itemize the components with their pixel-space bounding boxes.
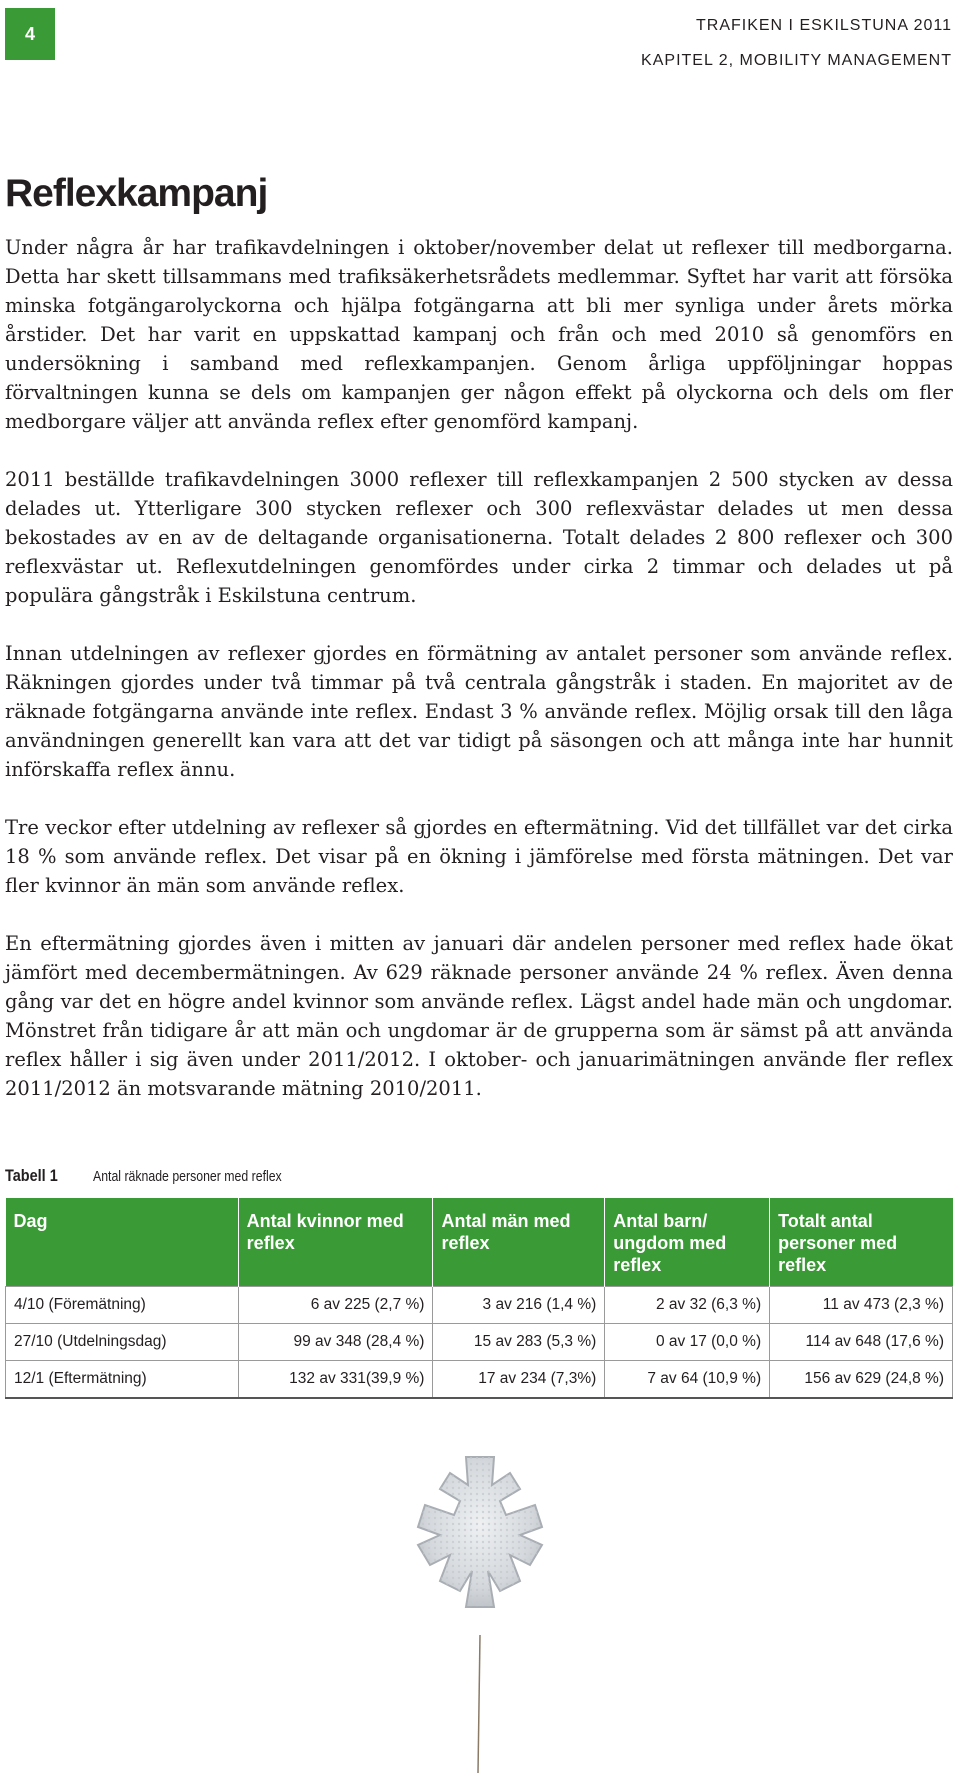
- table-cell: 11 av 473 (2,3 %): [770, 1287, 953, 1324]
- paragraph: Tre veckor efter utdelning av reflexer så gjordes en eftermätning. Vid det tillfället var det cirka 18 % som använde reflex. Det visar på en ökning i jämförelse med första mätningen. Det var fler kvinnor än män som använde reflex.: [5, 816, 953, 897]
- snowflake-reflector-icon: [380, 1445, 580, 1773]
- table-cell: 114 av 648 (17,6 %): [770, 1324, 953, 1361]
- table-cell: 2 av 32 (6,3 %): [605, 1287, 770, 1324]
- column-header: Totalt antal personer med reflex: [770, 1198, 953, 1287]
- section-title: Reflexkampanj: [5, 172, 268, 215]
- table-cell: 3 av 216 (1,4 %): [433, 1287, 605, 1324]
- column-header: Antal män med reflex: [433, 1198, 605, 1287]
- snowflake-reflector-photo: [380, 1445, 580, 1773]
- table-row: [6, 1324, 953, 1361]
- table-caption: [5, 1166, 323, 1186]
- table-cell: 17 av 234 (7,3%): [433, 1361, 605, 1399]
- running-head-title: TRAFIKEN I ESKILSTUNA 2011: [695, 17, 952, 34]
- table-label: Tabell 1: [5, 1166, 58, 1185]
- table-header-row: [6, 1198, 953, 1287]
- table-cell: 0 av 17 (0,0 %): [605, 1324, 770, 1361]
- paragraph: 2011 beställde trafikavdelningen 3000 reflexer till reflexkampanjen 2 500 stycken av dessa delades ut. Ytterligare 300 stycken reflexer och 300 reflexvästar delades ut men dessa bekostades av en av de deltagande organisationerna. Totalt delades 2 800 reflexer och 300 reflexvästar ut. Reflexutdelningen genomfördes under cirka 2 timmar och delades ut på populära gångstråk i Eskilstuna centrum.: [5, 468, 953, 607]
- table-cell-day: 27/10 (Utdelningsdag): [6, 1324, 239, 1361]
- column-header: Dag: [6, 1198, 239, 1287]
- table-caption-text: Antal räknade personer med reflex: [93, 1168, 282, 1185]
- page-number-badge: 4: [5, 8, 55, 60]
- paragraph: En eftermätning gjordes även i mitten av januari där andelen personer med reflex hade ökat jämfört med decembermätningen. Av 629 räknade personer använde 24 % reflex. Även denna gång var det en högre andel kvinnor som använde reflex. Lägst andel hade män och ungdomar. Mönstret från tidigare år att män och ungdomar är de grupperna som är sämst på att använda reflex håller i sig även under 2011/2012. I oktober- och januarimätningen använde fler reflex 2011/2012 än motsvarande mätning 2010/2011.: [5, 932, 953, 1100]
- table-cell-day: 4/10 (Föremätning): [6, 1287, 239, 1324]
- table-cell: 6 av 225 (2,7 %): [238, 1287, 433, 1324]
- table-row: [6, 1361, 953, 1399]
- table-cell: 132 av 331(39,9 %): [238, 1361, 433, 1399]
- column-header: Antal kvinnor med reflex: [238, 1198, 433, 1287]
- table-cell: 15 av 283 (5,3 %): [433, 1324, 605, 1361]
- table-cell: 7 av 64 (10,9 %): [605, 1361, 770, 1399]
- table-cell: 99 av 348 (28,4 %): [238, 1324, 433, 1361]
- table-cell-day: 12/1 (Eftermätning): [6, 1361, 239, 1399]
- running-head-chapter: KAPITEL 2, MOBILITY MANAGEMENT: [641, 52, 952, 69]
- paragraph: Under några år har trafikavdelningen i oktober/november delat ut reflexer till medborgarna. Detta har skett tillsammans med trafiksäkerhetsrådets medlemmar. Syftet har varit att försöka minska fotgängarolyckorna och hjälpa fotgängarna att bli mer synliga under årets mörka årstider. Det har varit en uppskattad kampanj och från och med 2010 så genomförs en undersökning i samband med reflexkampanjen. Genom årliga uppföljningar hoppas förvaltningen kunna se dels om kampanjen ger någon effekt på olyckorna och dels om fler medborgare väljer att använda reflex efter genomförd kampanj.: [5, 236, 953, 433]
- table-row: [6, 1287, 953, 1324]
- reflex-count-table: [5, 1198, 953, 1399]
- body-text: [5, 233, 953, 1132]
- table-cell: 156 av 629 (24,8 %): [770, 1361, 953, 1399]
- paragraph: Innan utdelningen av reflexer gjordes en förmätning av antalet personer som använde reflex. Räkningen gjordes under två timmar på två centrala gångstråk i staden. En majoritet av de räknade fotgängarna använde inte reflex. Endast 3 % använde reflex. Möjlig orsak till den låga användningen generellt kan vara att det var tidigt på säsongen och att många inte har hunnit införskaffa reflex ännu.: [5, 642, 953, 781]
- column-header: Antal barn/ ungdom med reflex: [605, 1198, 770, 1287]
- running-head: [641, 8, 952, 78]
